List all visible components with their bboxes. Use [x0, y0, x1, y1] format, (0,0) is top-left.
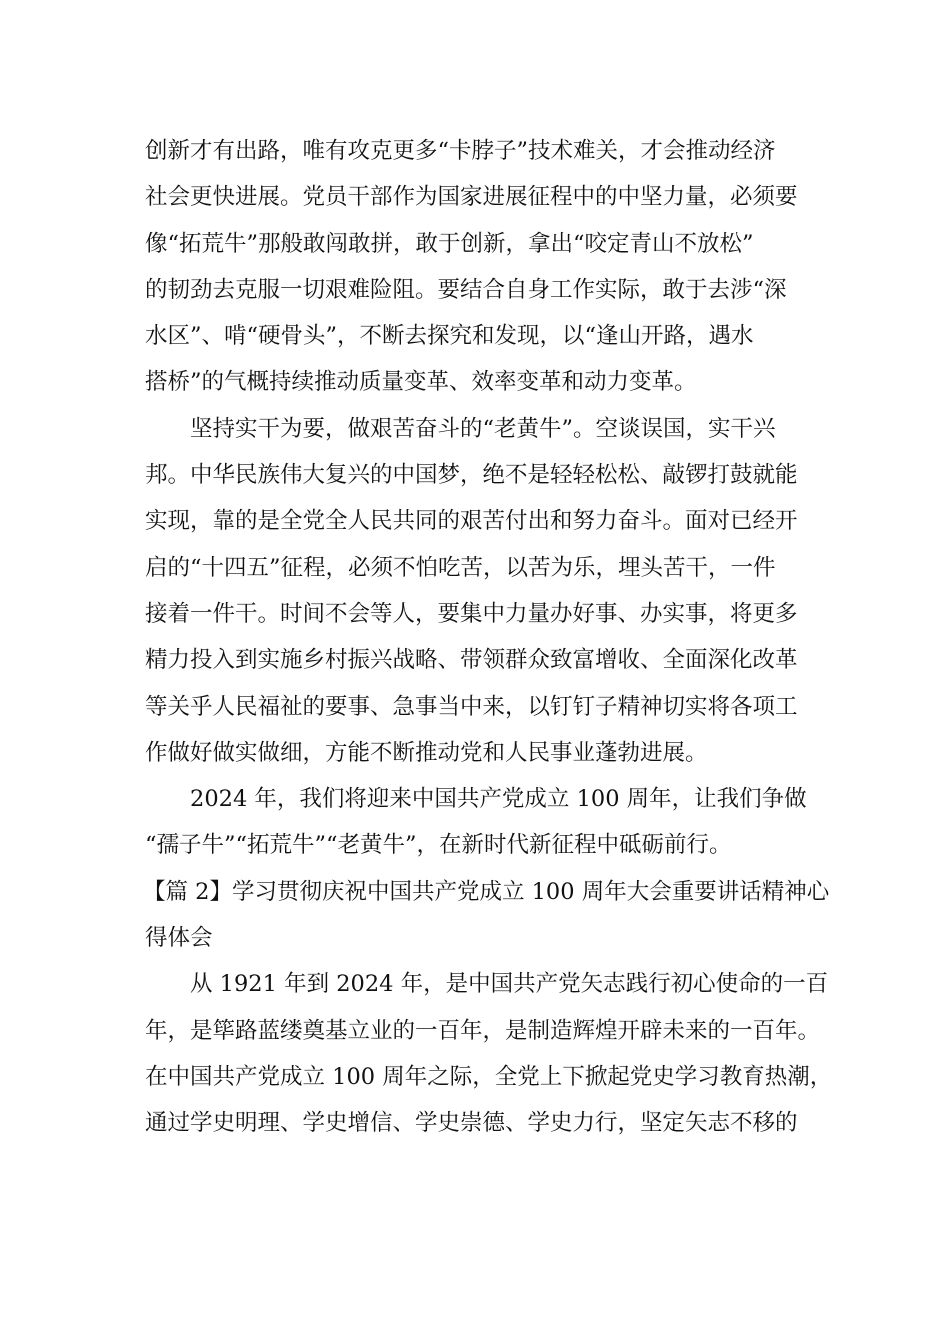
text-line: 创新才有出路，唯有攻克更多“卡脖子”技术难关，才会推动经济 [145, 138, 776, 164]
text-line: 通过学史明理、学史增信、学史崇德、学史力行，坚定矢志不移的 [145, 1110, 798, 1137]
text-line: 在中国共产党成立 100 周年之际，全党上下掀起党史学习教育热潮， [145, 1063, 833, 1090]
text-line: 实现，靠的是全党全人民共同的艰苦付出和努力奋斗。面对已经开 [145, 508, 798, 535]
paragraph-first-line: 坚持实干为要，做艰苦奋斗的“老黄牛”。空谈误国，实干兴 [190, 415, 776, 442]
text-line: 精力投入到实施乡村振兴战略、带领群众致富增收、全面深化改革 [145, 647, 798, 674]
text-line: 水区”、啃“硬骨头”，不断去探究和发现，以“逢山开路，遇水 [145, 323, 754, 350]
text-line: 年，是筚路蓝缕奠基立业的一百年，是制造辉煌开辟未来的一百年。 [145, 1017, 821, 1044]
text-line: “孺子牛”“拓荒牛”“老黄牛”，在新时代新征程中砥砺前行。 [145, 832, 732, 859]
paragraph-first-line: 2024 年，我们将迎来中国共产党成立 100 周年，让我们争做 [190, 786, 807, 813]
section-heading-continued: 得体会 [145, 925, 213, 952]
text-line: 等关乎人民福祉的要事、急事当中来，以钉钉子精神切实将各项工 [145, 693, 798, 720]
text-line: 接着一件干。时间不会等人，要集中力量办好事、办实事，将更多 [145, 600, 798, 627]
text-line: 搭桥”的气概持续推动质量变革、效率变革和动力变革。 [145, 369, 697, 396]
text-line: 像“拓荒牛”那般敢闯敢拼，敢于创新，拿出“咬定青山不放松” [145, 230, 754, 257]
text-line: 的韧劲去克服一切艰难险阻。要结合自身工作实际，敢于去涉“深 [145, 276, 787, 303]
paragraph-first-line: 从 1921 年到 2024 年，是中国共产党矢志践行初心使命的一百 [190, 971, 829, 998]
text-line: 启的“十四五”征程，必须不怕吃苦，以苦为乐，埋头苦干，一件 [145, 554, 776, 581]
text-line: 邦。中华民族伟大复兴的中国梦，绝不是轻轻松松、敲锣打鼓就能 [145, 462, 798, 489]
text-line: 社会更快进展。党员干部作为国家进展征程中的中坚力量，必须要 [145, 184, 798, 211]
document-body [145, 128, 835, 1147]
text-line: 作做好做实做细，方能不断推动党和人民事业蓬勃进展。 [145, 739, 708, 766]
section-heading: 【篇 2】学习贯彻庆祝中国共产党成立 100 周年大会重要讲话精神心 [143, 878, 830, 905]
